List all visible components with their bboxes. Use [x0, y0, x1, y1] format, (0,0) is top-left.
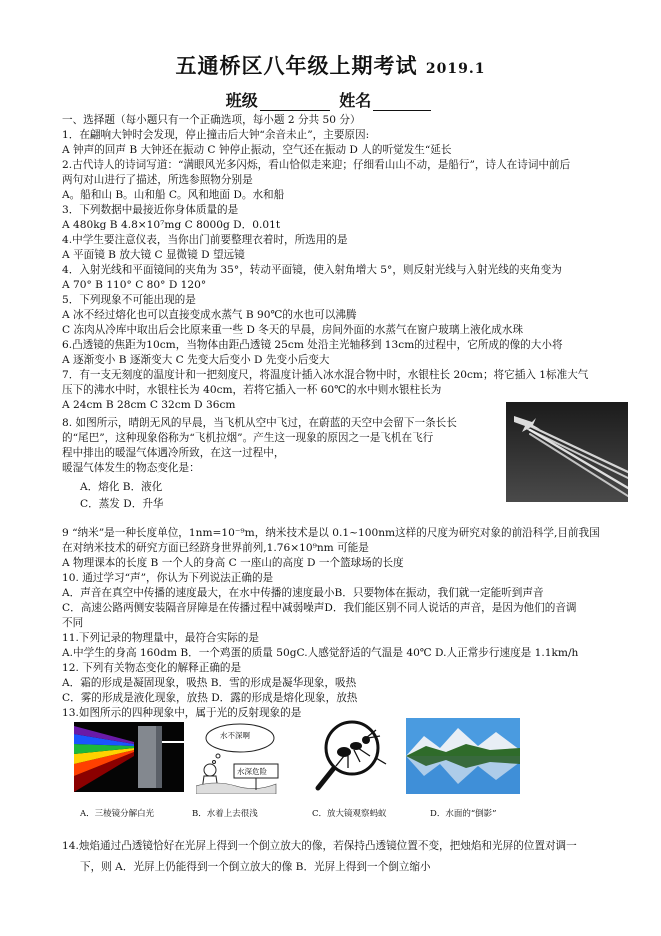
- question-line: A。船和山 B。山和船 C。风和地面 D。水和船: [62, 189, 285, 201]
- name-label: 姓名: [339, 91, 372, 110]
- question-line: 12. 下列有关物态变化的解释正确的是: [62, 662, 242, 674]
- question-line: 3．下列数据中最接近你身体质量的是: [62, 204, 239, 216]
- title-year: 2019.1: [425, 61, 486, 77]
- shallow-water-cartoon-image: [196, 718, 296, 794]
- caption-d: D．水面的“倒影”: [430, 809, 497, 819]
- question-line: A．霜的形成是凝固现象，吸热 B．雪的形成是凝华现象，吸热: [62, 677, 357, 689]
- question-line: C．高速公路两侧安装隔音屏障是在传播过程中减弱噪声D．我们能区别不同人说话的声音，是因为他们的音调: [62, 602, 577, 614]
- question-line: 程中排出的暖湿气体遇冷所致，在这一过程中，: [62, 447, 285, 459]
- airplane-contrail-image: [506, 402, 628, 502]
- option-line: C．蒸发 D．升华: [80, 498, 164, 510]
- question-line: C 冻肉从冷库中取出后会比原来重一些 D 冬天的早晨，房间外面的水蒸气在窗户玻璃上液化成水珠: [62, 324, 524, 336]
- question-line: A 480kg B 4.8×10⁷mg C 8000g D．0.01t: [62, 219, 281, 231]
- question-line: 1．在翩响大钟时会发现，停止撞击后大钟“余音未止”，主要原因:: [62, 129, 370, 141]
- question-line: A.中学生的身高 160dm B．一个鸡蛋的质量 50gC.人感觉舒适的气温是 40℃ D.人正常步行速度是 1.1km/h: [62, 647, 579, 659]
- question-line: C．雾的形成是液化现象，放热 D．露的形成是熔化现象，放热: [62, 692, 358, 704]
- question-line: 13.如图所示的四种现象中，属于光的反射现象的是: [62, 707, 302, 719]
- question-line: 4.中学生要注意仪表，当你出门前要整理衣着时，所选用的是: [62, 234, 348, 246]
- question-line: 11.下列记录的物理量中，最符合实际的是: [62, 632, 259, 644]
- question-line: 7．有一支无刻度的温度计和一把刻度尺，将温度计插入冰水混合物中时，水银柱长 20cm；将它插入 1标准大气: [62, 369, 589, 381]
- question-line: 两句对山进行了描述，所选参照物分别是: [62, 174, 253, 186]
- question-line: 9 “纳米”是一种长度单位，1nm=10⁻⁹m，纳米技术是以 0.1~100nm这样的尺度为研究对象的前沿科学,目前我国: [62, 527, 600, 539]
- question-line: 不同: [62, 617, 84, 629]
- question-line: 在对纳米技术的研究方面已经跻身世界前列,1.76×10⁹nm 可能是: [62, 542, 369, 554]
- caption-a: A．三棱镜分解白光: [80, 809, 155, 819]
- question-line: A 平面镜 B 放大镜 C 显微镜 D 望远镜: [62, 249, 245, 261]
- class-label: 班级: [225, 91, 258, 110]
- question-line: 6.凸透镜的焦距为10cm，当物体由距凸透镜 25cm 处沿主光轴移到 13cm的过程中，它所成的像的大小将: [62, 339, 563, 351]
- question-line: 2.古代诗人的诗词写道：“满眼风光多闪烁，看山恰似走来迎；仔细看山山不动，是船行”，诗人在诗词中前后: [62, 159, 571, 171]
- magnifier-ant-image: [314, 718, 394, 794]
- question-line: A 24cm B 28cm C 32cm D 36cm: [62, 399, 236, 411]
- question-line: A．声音在真空中传播的速度最大，在水中传播的速度最小B．只要物体在振动，我们就一定能听到声音: [62, 587, 544, 599]
- title-text: 五通桥区八年级上期考试: [175, 53, 418, 78]
- question-line: 一、选择题（每小题只有一个正确选项，每小题 2 分共 50 分）: [62, 114, 361, 126]
- question-line: A 70° B 110° C 80° D 120°: [62, 279, 207, 291]
- question-line: 暖湿气体发生的物态变化是：: [62, 462, 200, 474]
- question-line: 压下的沸水中时，水银柱长为 40cm，若将它插入一杯 60℃的水中则水银柱长为: [62, 384, 442, 396]
- page-title: [0, 50, 661, 80]
- question-line: A 钟声的回声 B 大钟还在振动 C 钟停止振动，空气还在振动 D 人的听觉发生“延长: [62, 144, 452, 156]
- question-line: A 逐渐变小 B 逐渐变大 C 先变大后变小 D 先变小后变大: [62, 354, 330, 366]
- caption-b: B．水着上去很浅: [192, 809, 258, 819]
- bubble-text: 水不深啊: [220, 731, 250, 740]
- question-line: 8. 如图所示，晴朗无风的早晨，当飞机从空中飞过，在蔚蓝的天空中会留下一条长长: [62, 417, 457, 429]
- question-line: 14.烛焰通过凸透镜恰好在光屏上得到一个倒立放大的像，若保持凸透镜位置不变，把烛焰和光屏的位置对调一: [62, 840, 577, 852]
- question-line: 下，则 A．光屏上仍能得到一个倒立放大的像 B．光屏上得到一个倒立缩小: [80, 861, 431, 873]
- question-line: 10. 通过学习“声”，你认为下列说法正确的是: [62, 572, 274, 584]
- prism-dispersion-image: [74, 722, 184, 792]
- caption-c: C．放大镜观察蚂蚁: [312, 809, 387, 819]
- option-line: A．熔化 B．液化: [80, 481, 163, 493]
- sign-text: 水深危险: [237, 767, 267, 776]
- question-line: A 物理课本的长度 B 一个人的身高 C 一座山的高度 D 一个篮球场的长度: [62, 557, 404, 569]
- lake-reflection-image: [406, 718, 520, 794]
- question-line: A 冰不经过熔化也可以直接变成水蒸气 B 90℃的水也可以沸腾: [62, 309, 357, 321]
- name-blank[interactable]: [373, 95, 431, 111]
- question-line: 5．下列现象不可能出现的是: [62, 294, 196, 306]
- question-line: 的“尾巴”，这种现象俗称为“飞机拉烟”。产生这一现象的原因之一是飞机在飞行: [62, 432, 434, 444]
- student-info-line: [0, 88, 661, 111]
- class-blank[interactable]: [260, 95, 330, 111]
- question-line: 4．入射光线和平面镜间的夹角为 35°，转动平面镜，使入射角增大 5°，则反射光线与入射光线的夹角变为: [62, 264, 562, 276]
